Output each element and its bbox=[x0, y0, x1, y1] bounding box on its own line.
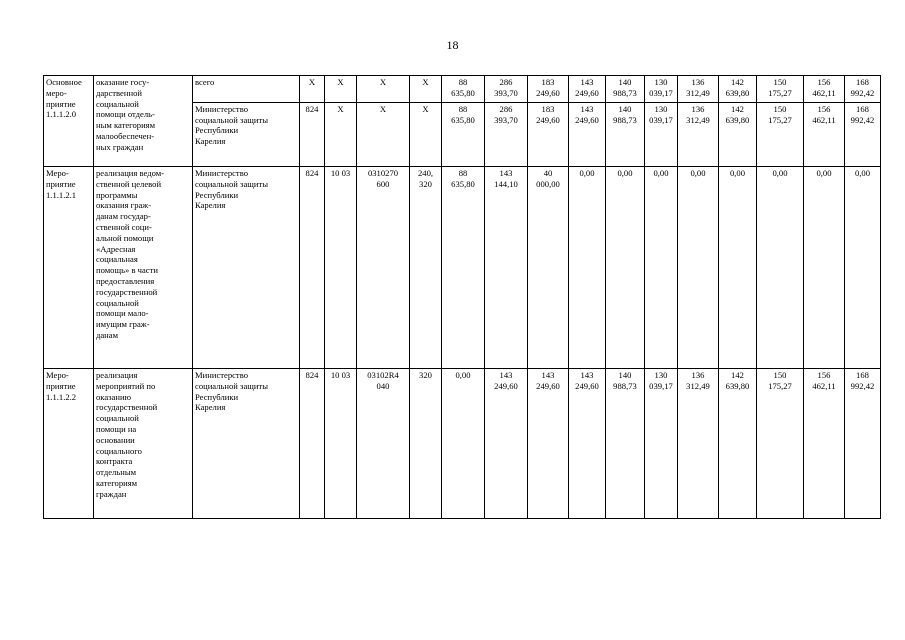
activity-name-cell: оказание госу- дарственной социальной помощи отдель- ным категориям малообеспечен- ных граждан bbox=[94, 76, 193, 167]
grbs-cell: 824 bbox=[300, 102, 325, 166]
status-cell: Меро- приятие 1.1.1.2.2 bbox=[44, 369, 94, 519]
executor-cell: всего bbox=[193, 76, 300, 103]
value-cell: 168 992,42 bbox=[845, 369, 881, 519]
value-cell: 0,00 bbox=[845, 167, 881, 369]
value-cell: 40 000,00 bbox=[528, 167, 569, 369]
value-cell: 136 312,49 bbox=[678, 102, 719, 166]
value-cell: 183 249,60 bbox=[528, 102, 569, 166]
value-cell: 143 144,10 bbox=[485, 167, 528, 369]
value-cell: 150 175,27 bbox=[757, 369, 804, 519]
csr-cell: 03102R4 040 bbox=[357, 369, 410, 519]
table-row bbox=[44, 167, 881, 369]
value-cell: 88 635,80 bbox=[442, 76, 485, 103]
vr-cell: 320 bbox=[410, 369, 442, 519]
value-cell: 0,00 bbox=[442, 369, 485, 519]
value-cell: 143 249,60 bbox=[528, 369, 569, 519]
value-cell: 136 312,49 bbox=[678, 369, 719, 519]
grbs-cell: 824 bbox=[300, 167, 325, 369]
status-cell: Меро- приятие 1.1.1.2.1 bbox=[44, 167, 94, 369]
value-cell: 143 249,60 bbox=[569, 76, 606, 103]
vr-cell: X bbox=[410, 102, 442, 166]
value-cell: 142 639,80 bbox=[719, 102, 757, 166]
activity-name-cell: реализация мероприятий по оказанию государственной социальной помощи на основании социального контракта отдельным категориям граждан bbox=[94, 369, 193, 519]
value-cell: 286 393,70 bbox=[485, 102, 528, 166]
csr-cell: X bbox=[357, 76, 410, 103]
rzpr-cell: 10 03 bbox=[325, 167, 357, 369]
csr-cell: X bbox=[357, 102, 410, 166]
budget-table bbox=[43, 75, 881, 519]
value-cell: 168 992,42 bbox=[845, 76, 881, 103]
value-cell: 168 992,42 bbox=[845, 102, 881, 166]
table-row bbox=[44, 369, 881, 519]
value-cell: 0,00 bbox=[757, 167, 804, 369]
value-cell: 0,00 bbox=[804, 167, 845, 369]
value-cell: 0,00 bbox=[606, 167, 645, 369]
value-cell: 130 039,17 bbox=[645, 369, 678, 519]
value-cell: 130 039,17 bbox=[645, 102, 678, 166]
value-cell: 130 039,17 bbox=[645, 76, 678, 103]
value-cell: 142 639,80 bbox=[719, 369, 757, 519]
page-number: 18 bbox=[446, 38, 459, 52]
value-cell: 150 175,27 bbox=[757, 76, 804, 103]
value-cell: 143 249,60 bbox=[569, 369, 606, 519]
value-cell: 150 175,27 bbox=[757, 102, 804, 166]
executor-cell: Министерство социальной защиты Республики Карелия bbox=[193, 167, 300, 369]
value-cell: 0,00 bbox=[678, 167, 719, 369]
grbs-cell: 824 bbox=[300, 369, 325, 519]
vr-cell: X bbox=[410, 76, 442, 103]
csr-cell: 0310270 600 bbox=[357, 167, 410, 369]
executor-cell: Министерство социальной защиты Республики Карелия bbox=[193, 102, 300, 166]
value-cell: 0,00 bbox=[645, 167, 678, 369]
activity-name-cell: реализация ведом- ственной целевой программы оказания граж- данам государ- ственной соци- альной помощи «Адресная социальная помощь» в части предоставления государственной социальной помощи мало- имущим граж- данам bbox=[94, 167, 193, 369]
rzpr-cell: 10 03 bbox=[325, 369, 357, 519]
value-cell: 143 249,60 bbox=[569, 102, 606, 166]
rzpr-cell: X bbox=[325, 102, 357, 166]
value-cell: 88 635,80 bbox=[442, 167, 485, 369]
value-cell: 286 393,70 bbox=[485, 76, 528, 103]
value-cell: 0,00 bbox=[569, 167, 606, 369]
value-cell: 156 462,11 bbox=[804, 102, 845, 166]
executor-cell: Министерство социальной защиты Республики Карелия bbox=[193, 369, 300, 519]
value-cell: 88 635,80 bbox=[442, 102, 485, 166]
value-cell: 140 988,73 bbox=[606, 102, 645, 166]
vr-cell: 240, 320 bbox=[410, 167, 442, 369]
value-cell: 183 249,60 bbox=[528, 76, 569, 103]
value-cell: 156 462,11 bbox=[804, 76, 845, 103]
value-cell: 0,00 bbox=[719, 167, 757, 369]
value-cell: 136 312,49 bbox=[678, 76, 719, 103]
grbs-cell: X bbox=[300, 76, 325, 103]
rzpr-cell: X bbox=[325, 76, 357, 103]
value-cell: 143 249,60 bbox=[485, 369, 528, 519]
value-cell: 140 988,73 bbox=[606, 369, 645, 519]
status-cell: Основное меро- приятие 1.1.1.2.0 bbox=[44, 76, 94, 167]
value-cell: 140 988,73 bbox=[606, 76, 645, 103]
value-cell: 156 462,11 bbox=[804, 369, 845, 519]
value-cell: 142 639,80 bbox=[719, 76, 757, 103]
table-row bbox=[44, 76, 881, 103]
